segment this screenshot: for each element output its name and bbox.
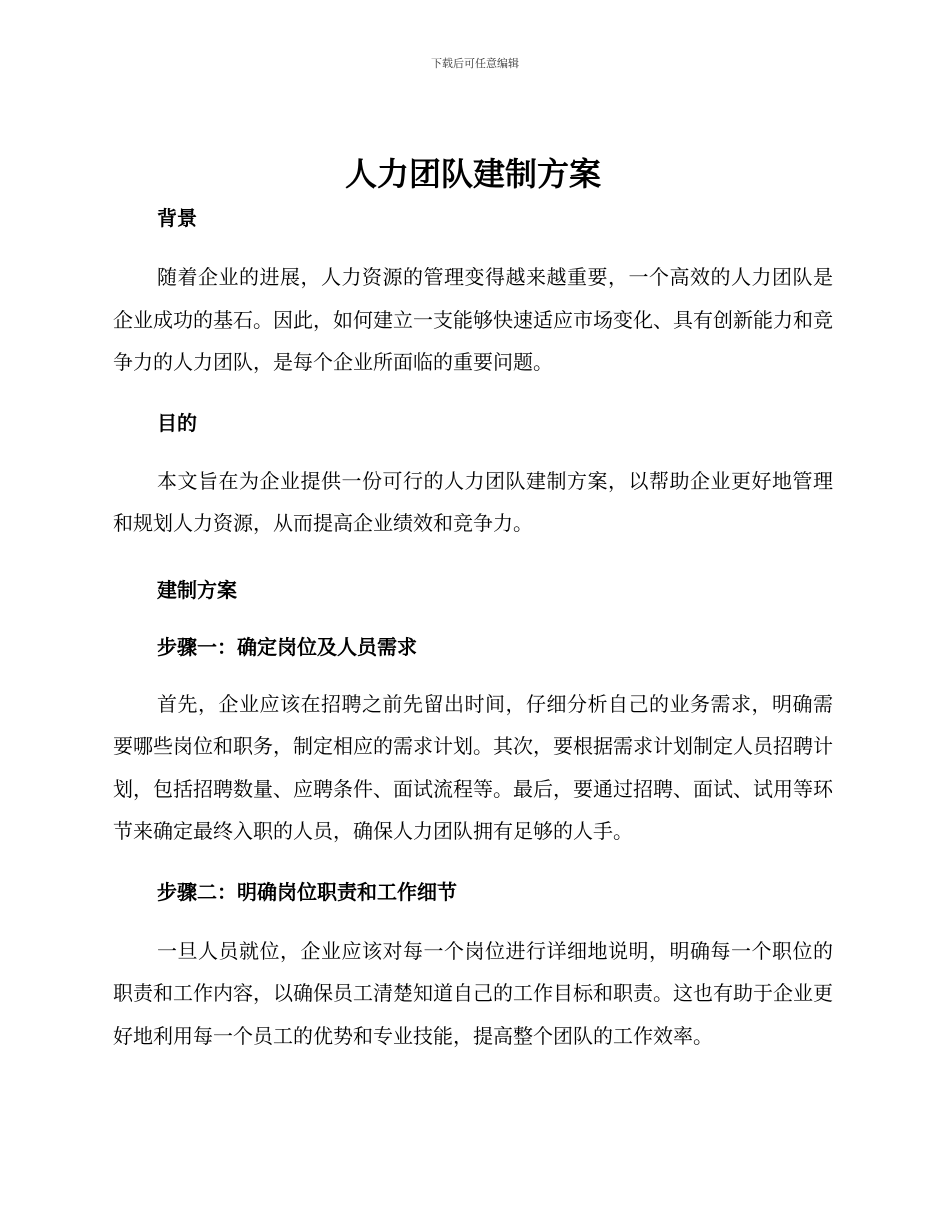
section-text-background: 随着企业的进展，人力资源的管理变得越来越重要，一个高效的人力团队是企业成功的基石。因此，如何建立一支能够快速适应市场变化、具有创新能力和竞争力的人力团队，是每个企业所面临的重要问题。: [113, 265, 833, 374]
section-text-step2: 一旦人员就位，企业应该对每一个岗位进行详细地说明，明确每一个职位的职责和工作内容，以确保员工清楚知道自己的工作目标和职责。这也有助于企业更好地利用每一个员工的优势和专业技能，提高整个团队的工作效率。: [113, 938, 833, 1048]
section-heading-step1: 步骤一：确定岗位及人员需求: [157, 634, 417, 659]
section-text-purpose: 本文旨在为企业提供一份可行的人力团队建制方案，以帮助企业更好地管理和规划人力资源，从而提高企业绩效和竞争力。: [113, 468, 833, 535]
section-heading-step2: 步骤二：明确岗位职责和工作细节: [157, 879, 457, 904]
section-heading-background: 背景: [157, 206, 197, 230]
section-text-step1: 首先，企业应该在招聘之前先留出时间，仔细分析自己的业务需求，明确需要哪些岗位和职务，制定相应的需求计划。其次，要根据需求计划制定人员招聘计划，包括招聘数量、应聘条件、面试流程等。最后，要通过招聘、面试、试用等环节来确定最终入职的人员，确保人力团队拥有足够的人手。: [113, 691, 833, 843]
section-heading-purpose: 目的: [157, 410, 197, 435]
document-body: [113, 145, 833, 1057]
document-title: 人力团队建制方案: [344, 155, 601, 193]
header-note: 下载后可任意编辑: [431, 57, 519, 70]
section-heading-plan: 建制方案: [157, 577, 237, 602]
